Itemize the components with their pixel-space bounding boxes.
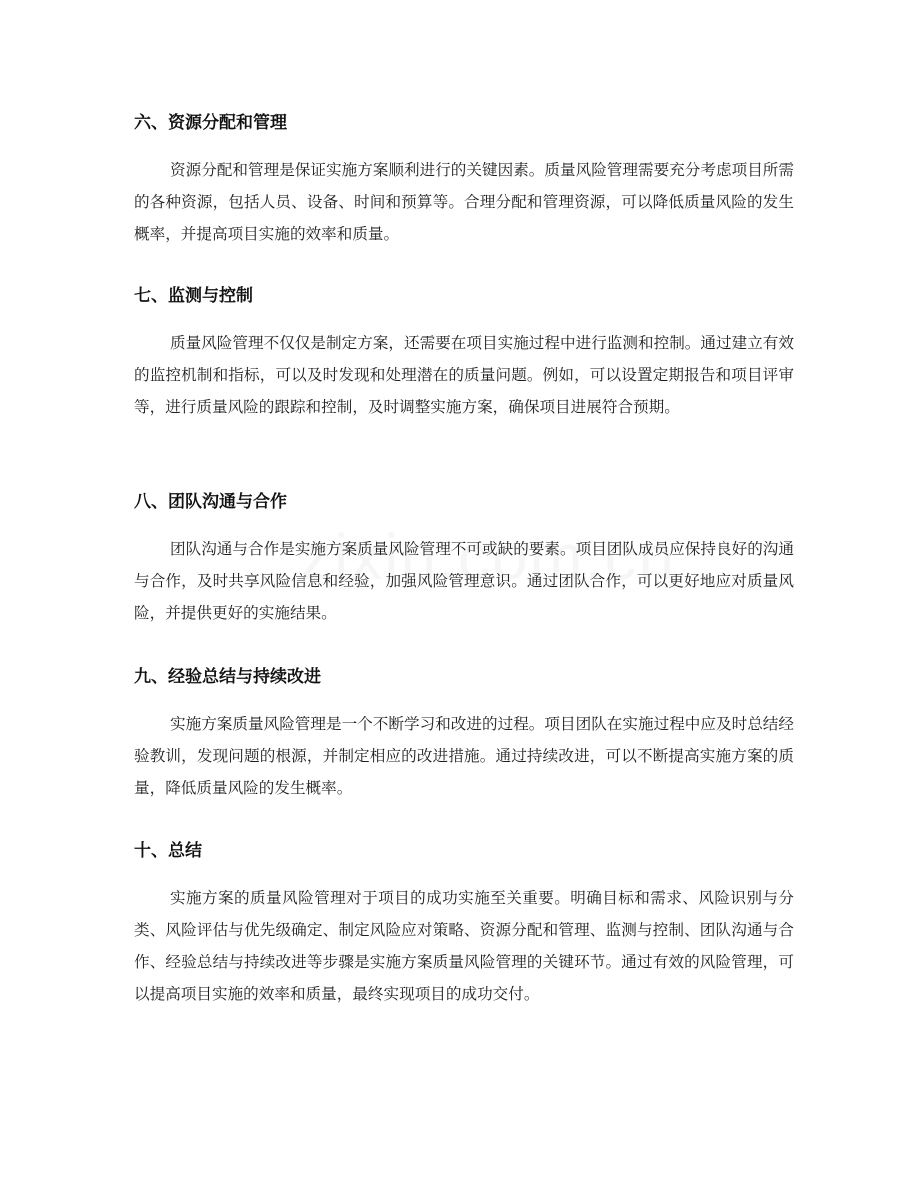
section-heading: 九、经验总结与持续改进 xyxy=(134,667,321,687)
section-paragraph: 实施方案的质量风险管理对于项目的成功实施至关重要。明确目标和需求、风险识别与分类、风险评估与优先级确定、制定风险应对策略、资源分配和管理、监测与控制、团队沟通与合作、经验总结与持续改进等步骤是实施方案质量风险管理的关键环节。通过有效的风险管理，可以提高项目实施的效率和质量，最终实现项目的成功交付。 xyxy=(134,889,794,1003)
section-paragraph: 资源分配和管理是保证实施方案顺利进行的关键因素。质量风险管理需要充分考虑项目所需的各种资源，包括人员、设备、时间和预算等。合理分配和管理资源，可以降低质量风险的发生概率，并提高项目实施的效率和质量。 xyxy=(134,161,794,243)
section-team-communication xyxy=(134,491,794,629)
section-heading: 六、资源分配和管理 xyxy=(134,113,287,133)
section-summary xyxy=(134,840,794,1010)
section-heading: 七、监测与控制 xyxy=(134,286,253,306)
section-monitoring-control xyxy=(134,285,794,423)
section-lessons-improvement xyxy=(134,666,794,804)
section-resource-allocation xyxy=(134,112,794,250)
section-heading: 八、团队沟通与合作 xyxy=(134,492,287,512)
section-heading: 十、总结 xyxy=(134,841,202,861)
section-paragraph: 质量风险管理不仅仅是制定方案，还需要在项目实施过程中进行监测和控制。通过建立有效的监控机制和指标，可以及时发现和处理潜在的质量问题。例如，可以设置定期报告和项目评审等，进行质量风险的跟踪和控制，及时调整实施方案，确保项目进展符合预期。 xyxy=(134,334,794,416)
section-paragraph: 团队沟通与合作是实施方案质量风险管理不可或缺的要素。项目团队成员应保持良好的沟通与合作，及时共享风险信息和经验，加强风险管理意识。通过团队合作，可以更好地应对质量风险，并提供更好的实施结果。 xyxy=(134,540,794,622)
section-paragraph: 实施方案质量风险管理是一个不断学习和改进的过程。项目团队在实施过程中应及时总结经验教训，发现问题的根源，并制定相应的改进措施。通过持续改进，可以不断提高实施方案的质量，降低质量风险的发生概率。 xyxy=(134,715,794,797)
